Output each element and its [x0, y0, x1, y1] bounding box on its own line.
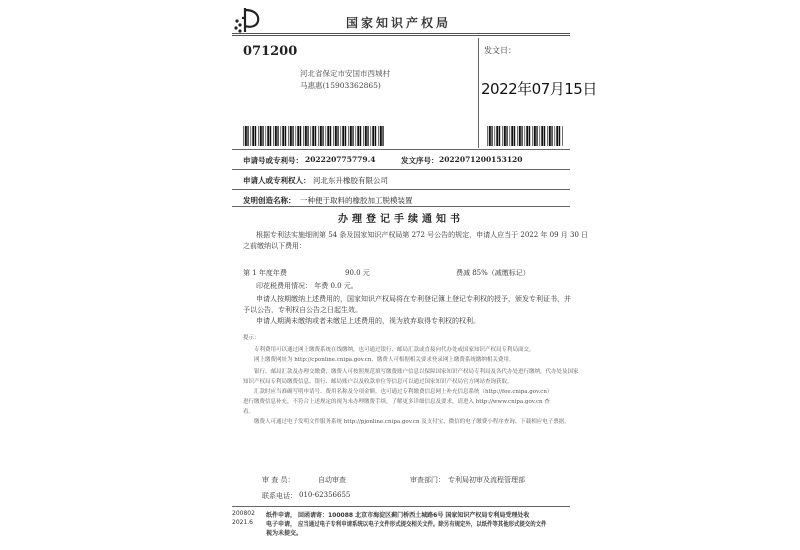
barcode-bar	[562, 126, 563, 146]
barcode-bar	[273, 126, 274, 146]
barcode-bar	[549, 126, 551, 146]
date-value: 2022年07月15日	[481, 80, 597, 98]
barcode-bar	[510, 126, 511, 146]
tips-line-1: 专利费用可以通过网上缴费系统在线缴纳，也可通过银行、邮局汇款或直接向代办处或国家知识产权局专利局面交。	[254, 347, 535, 353]
applicant-value: 河北东升橡胶有限公司	[313, 176, 388, 185]
barcode-bar	[335, 126, 337, 146]
barcode-bar	[532, 126, 533, 146]
barcode-bar	[300, 126, 301, 146]
barcode-left	[243, 126, 385, 146]
date-label: 发文日：	[484, 46, 516, 55]
barcode-bar	[495, 126, 496, 146]
form-code-2: 2021.6	[232, 519, 253, 526]
header-rule	[232, 33, 570, 34]
cnipa-logo	[232, 6, 262, 36]
phone-value: 010-62356655	[299, 491, 351, 499]
barcode-bar	[352, 126, 353, 146]
barcode-bar	[282, 126, 284, 146]
barcode-bar	[365, 126, 367, 146]
barcode-bar	[489, 126, 491, 146]
info-rule-bottom	[232, 206, 570, 207]
tips-line-3: 银行、邮局汇款及办理交缴费，缴费人可按照规范填写缴费账户信息以保障国家知识产权局专利局及各代办处进行缴纳，代办处及国家	[254, 369, 579, 375]
fee-amount: 90.0 元	[345, 269, 370, 277]
fee-reduction: 费减 85%（减缴标记）	[456, 269, 530, 277]
barcode-bar	[270, 126, 271, 146]
barcode-bar	[315, 126, 316, 146]
barcode-bar	[356, 126, 357, 146]
barcode-bar	[378, 126, 379, 146]
intro-line-1: 根据专利法实施细则第 54 条及国家知识产权局第 272 号公告的规定，申请人应当于 2022 年 09 月 30 日	[256, 231, 589, 239]
barcode-bar	[320, 126, 322, 146]
barcode-bar	[526, 126, 528, 146]
footer-line-1-label: 纸件申请，	[266, 512, 297, 519]
department-value: 专利局初审及流程管理部	[448, 476, 525, 484]
barcode-bar	[529, 126, 530, 146]
barcode-bar	[502, 126, 503, 146]
barcode-bar	[371, 126, 372, 146]
header-divider	[478, 38, 479, 148]
notice-title: 办理登记手续通知书	[338, 214, 464, 225]
barcode-bar	[288, 126, 289, 146]
paragraph-1b: 予以公告，专利权自公告之日起生效。	[243, 306, 362, 314]
examiner-value: 自动审查	[318, 476, 346, 484]
org-name: 国家知识产权局	[346, 16, 452, 30]
invention-label: 发明创造名称：	[243, 196, 296, 205]
barcode-bar	[312, 126, 314, 146]
barcode-bar	[303, 126, 304, 146]
barcode-bar	[504, 126, 506, 146]
footer-line-1-text: 回函请寄：100088 北京市海淀区蓟门桥西土城路6号 国家知识产权局专利局受理处收	[298, 512, 530, 519]
info-rule-1	[232, 169, 570, 170]
barcode-bar	[255, 126, 256, 146]
paragraph-2: 申请人期满未缴纳或者未缴足上述费用的，视为放弃取得专利权的权利。	[256, 317, 480, 325]
barcode-bar	[258, 126, 259, 146]
barcode-bar	[540, 126, 541, 146]
barcode-bar	[247, 126, 248, 146]
barcode-bar	[292, 126, 293, 146]
barcode-bar	[499, 126, 500, 146]
postal-code: 071200	[243, 44, 298, 59]
invention-value: 一种便于取料的橡胶加工脱模装置	[300, 196, 413, 205]
barcode-bar	[521, 126, 522, 146]
barcode-bar	[491, 126, 492, 146]
extra-fee-info: 印花税费用情况： 年费 0.0 元。	[256, 282, 358, 290]
phone-label: 联系电话：	[262, 492, 297, 500]
footer-line-2-text: 应当通过电子专利申请系统以电子文件形式提交相关文件。除另有规定外，以纸件等其他形式提交的文件	[298, 521, 547, 528]
barcode-bar	[496, 126, 498, 146]
barcode-bar	[357, 126, 359, 146]
barcode-bar	[487, 126, 488, 146]
barcode-bar	[536, 126, 537, 146]
document-number-label: 发文序号：	[401, 156, 439, 165]
barcode-bar	[375, 126, 376, 146]
barcode-bar	[544, 126, 545, 146]
barcode-bar	[262, 126, 263, 146]
paragraph-1a: 申请人按期缴纳上述费用的，国家知识产权局将在专利登记簿上登记专利权的授予，颁发专利证书，并	[256, 295, 571, 303]
barcode-bar	[318, 126, 319, 146]
barcode-bar	[511, 126, 513, 146]
address-line-1: 河北省保定市安国市西城村	[300, 69, 390, 78]
fee-name: 第 1 年度年费	[243, 269, 287, 277]
barcode-bar	[514, 126, 515, 146]
barcode-bar	[245, 126, 247, 146]
barcode-bar	[251, 126, 252, 146]
barcode-bar	[555, 126, 556, 146]
barcode-bar	[266, 126, 267, 146]
barcode-bar	[297, 126, 299, 146]
barcode-bar	[534, 126, 536, 146]
barcode-bar	[341, 126, 342, 146]
barcode-bar	[275, 126, 277, 146]
barcode-bar	[345, 126, 346, 146]
tips-line-7: 看。	[243, 409, 255, 415]
tips-heading: 提示：	[243, 335, 260, 341]
barcode-bar	[327, 126, 329, 146]
barcode-bar	[382, 126, 383, 146]
barcode-bar	[330, 126, 331, 146]
barcode-bar	[260, 126, 262, 146]
barcode-bar	[506, 126, 507, 146]
barcode-bar	[517, 126, 518, 146]
form-code-1: 200802	[232, 510, 255, 517]
barcode-bar	[541, 126, 543, 146]
barcode-bar	[547, 126, 548, 146]
barcode-bar	[285, 126, 286, 146]
barcode-bar	[360, 126, 361, 146]
barcode-bar	[326, 126, 327, 146]
barcode-bar	[243, 126, 244, 146]
barcode-right	[487, 126, 565, 146]
barcode-bar	[307, 126, 308, 146]
barcode-bar	[348, 126, 349, 146]
barcode-bar	[559, 126, 560, 146]
tips-line-5: 汇款时应当准确写明申请号、费用名称及分项金额。也可通过专利缴费信息网上补充信息系统（http://fee.cnipa.gov.cn）	[254, 389, 553, 395]
barcode-bar	[350, 126, 352, 146]
footer-line-3-text: 视为未提交。	[266, 530, 303, 537]
barcode-bar	[252, 126, 254, 146]
barcode-bar	[342, 126, 344, 146]
application-number-label: 申请号或专利号：	[243, 156, 303, 165]
info-rule-top	[232, 149, 570, 150]
barcode-bar	[296, 126, 297, 146]
tips-line-6: 进行缴费信息补充，不符合上述规定的视为未办理缴费手续，了解更多详细信息及要求，请进入 http://www.cnipa.gov.cn 查	[243, 399, 550, 405]
barcode-bar	[267, 126, 269, 146]
tips-line-4: 知识产权局专利局缴费信息。银行、邮局账户以及收款单位等信息可以通过国家知识产权局官方网站查询获取。	[243, 379, 513, 385]
footer-line-2-label: 电子申请，	[266, 521, 297, 528]
applicant-label: 申请人或专利权人：	[243, 176, 311, 185]
footer-rule	[232, 506, 570, 507]
barcode-bar	[367, 126, 368, 146]
department-label: 审查部门：	[410, 476, 445, 484]
barcode-bar	[551, 126, 552, 146]
barcode-bar	[333, 126, 334, 146]
barcode-bar	[372, 126, 374, 146]
barcode-bar	[311, 126, 312, 146]
header-rule-2	[232, 35, 570, 36]
barcode-bar	[305, 126, 307, 146]
address-line-2: 马惠惠(15903362865)	[300, 81, 381, 90]
barcode-bar	[277, 126, 278, 146]
barcode-bar	[519, 126, 521, 146]
barcode-bar	[290, 126, 292, 146]
barcode-bar	[337, 126, 338, 146]
barcode-bar	[322, 126, 323, 146]
barcode-bar	[380, 126, 382, 146]
tips-line-2: 网上缴费网址为 http://cponline.cnipa.gov.cn，缴费人可根据相关要求登录网上缴费系统缴纳相关费用。	[254, 357, 515, 363]
barcode-bar	[281, 126, 282, 146]
tips-line-8: 缴费人可通过电子发明文件服务系统 http://pjonline.cnipa.gov.cn 及支付宝、微信的电子缴费小程序查询、下载相应电子票据。	[254, 419, 570, 425]
info-rule-2	[232, 189, 570, 190]
barcode-bar	[556, 126, 558, 146]
intro-line-2: 之前缴纳以下费用：	[243, 242, 306, 250]
document-number-value: 2022071200153120	[439, 155, 523, 164]
examiner-label: 审 查 员：	[262, 476, 295, 484]
barcode-bar	[525, 126, 526, 146]
application-number-value: 202220775779.4	[305, 155, 376, 164]
barcode-bar	[363, 126, 364, 146]
